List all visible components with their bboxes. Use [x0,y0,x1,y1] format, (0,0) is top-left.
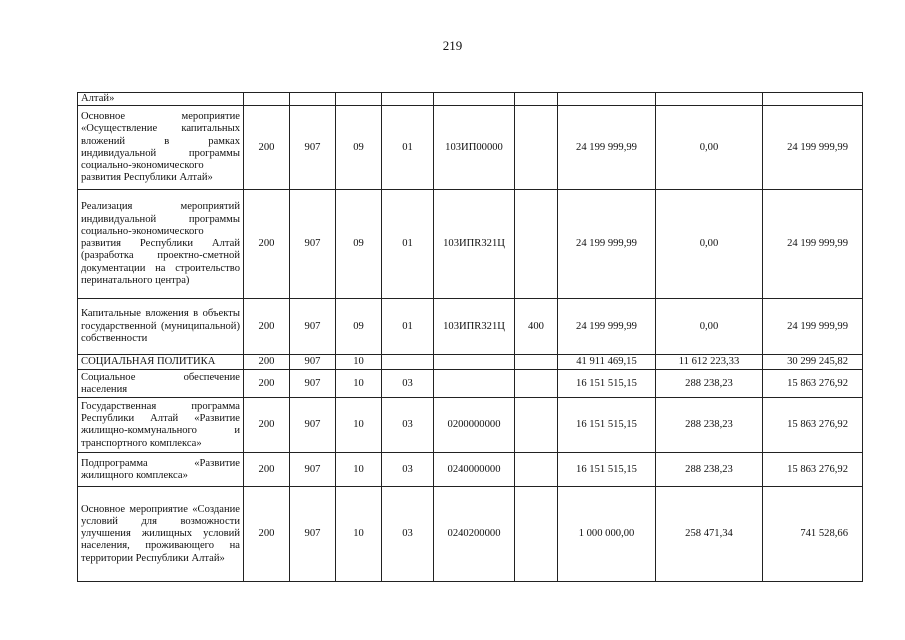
regional-amount: 741 528,66 [763,487,863,582]
section-cell: 907 [290,355,336,370]
federal-amount [656,93,763,106]
target-cell: 01 [382,299,434,355]
code-cell: 0200000000 [434,398,515,453]
federal-amount: 0,00 [656,106,763,190]
total-amount: 24 199 999,99 [558,299,656,355]
page-number: 219 [442,38,463,53]
section-cell: 907 [290,106,336,190]
vr-cell [515,106,558,190]
table-row [78,106,863,190]
table-row [78,355,863,370]
admin-cell: 200 [244,299,290,355]
federal-amount: 288 238,23 [656,453,763,487]
subsection-cell: 09 [336,106,382,190]
section-cell: 907 [290,453,336,487]
regional-amount: 15 863 276,92 [763,398,863,453]
total-amount: 24 199 999,99 [558,106,656,190]
code-cell: 103ИПR321Ц [434,190,515,299]
regional-amount: 24 199 999,99 [763,299,863,355]
table-row [78,487,863,582]
section-cell: 907 [290,370,336,398]
total-amount: 1 000 000,00 [558,487,656,582]
row-name: Социальное обеспечение населения [78,370,244,398]
section-cell: 907 [290,299,336,355]
row-name: Основное мероприятие «Осуществление капитальных вложений в рамках индивидуальной программы социально-экономического развития Республики Алтай» [78,106,244,190]
federal-amount: 0,00 [656,299,763,355]
vr-cell [515,453,558,487]
regional-amount [763,93,863,106]
federal-amount: 0,00 [656,190,763,299]
subsection-cell: 10 [336,398,382,453]
vr-cell [515,398,558,453]
target-cell: 03 [382,453,434,487]
row-name: Государственная программа Республики Алтай «Развитие жилищно-коммунального и транспортного комплекса» [78,398,244,453]
admin-cell: 200 [244,398,290,453]
subsection-cell: 09 [336,299,382,355]
admin-cell: 200 [244,355,290,370]
table-row [78,299,863,355]
admin-cell: 200 [244,453,290,487]
vr-cell: 400 [515,299,558,355]
code-cell: 0240000000 [434,453,515,487]
target-cell [382,93,434,106]
table-row [78,398,863,453]
total-amount: 41 911 469,15 [558,355,656,370]
regional-amount: 15 863 276,92 [763,453,863,487]
target-cell [382,355,434,370]
code-cell [434,370,515,398]
budget-table [77,92,863,582]
regional-amount: 30 299 245,82 [763,355,863,370]
code-cell: 103ИП00000 [434,106,515,190]
admin-cell: 200 [244,487,290,582]
row-name: Алтай» [78,93,244,106]
row-name: Капитальные вложения в объекты государственной (муниципальной) собственности [78,299,244,355]
code-cell: 103ИПR321Ц [434,299,515,355]
table-row [78,93,863,106]
regional-amount: 24 199 999,99 [763,106,863,190]
vr-cell [515,487,558,582]
federal-amount: 11 612 223,33 [656,355,763,370]
table-row [78,453,863,487]
federal-amount: 288 238,23 [656,370,763,398]
vr-cell [515,370,558,398]
regional-amount: 15 863 276,92 [763,370,863,398]
target-cell: 01 [382,190,434,299]
total-amount [558,93,656,106]
vr-cell [515,190,558,299]
federal-amount: 258 471,34 [656,487,763,582]
admin-cell [244,93,290,106]
subsection-cell: 09 [336,190,382,299]
section-cell [290,93,336,106]
subsection-cell [336,93,382,106]
target-cell: 01 [382,106,434,190]
subsection-cell: 10 [336,453,382,487]
target-cell: 03 [382,370,434,398]
table-row [78,190,863,299]
total-amount: 16 151 515,15 [558,453,656,487]
regional-amount: 24 199 999,99 [763,190,863,299]
admin-cell: 200 [244,190,290,299]
section-cell: 907 [290,190,336,299]
total-amount: 24 199 999,99 [558,190,656,299]
row-name: Реализация мероприятий индивидуальной программы социально-экономического развития Республики Алтай (разработка проектно-сметной документации на строительство перинатального центра) [78,190,244,299]
subsection-cell: 10 [336,487,382,582]
subsection-cell: 10 [336,370,382,398]
vr-cell [515,93,558,106]
row-name: Основное мероприятие «Создание условий для возможности улучшения жилищных условий населения, проживающего на территории Республики Алтай» [78,487,244,582]
vr-cell [515,355,558,370]
section-cell: 907 [290,398,336,453]
row-name: Подпрограмма «Развитие жилищного комплекса» [78,453,244,487]
total-amount: 16 151 515,15 [558,398,656,453]
section-cell: 907 [290,487,336,582]
target-cell: 03 [382,487,434,582]
federal-amount: 288 238,23 [656,398,763,453]
code-cell: 0240200000 [434,487,515,582]
admin-cell: 200 [244,370,290,398]
total-amount: 16 151 515,15 [558,370,656,398]
code-cell [434,355,515,370]
code-cell [434,93,515,106]
subsection-cell: 10 [336,355,382,370]
table-row [78,370,863,398]
row-name: СОЦИАЛЬНАЯ ПОЛИТИКА [78,355,244,370]
admin-cell: 200 [244,106,290,190]
target-cell: 03 [382,398,434,453]
